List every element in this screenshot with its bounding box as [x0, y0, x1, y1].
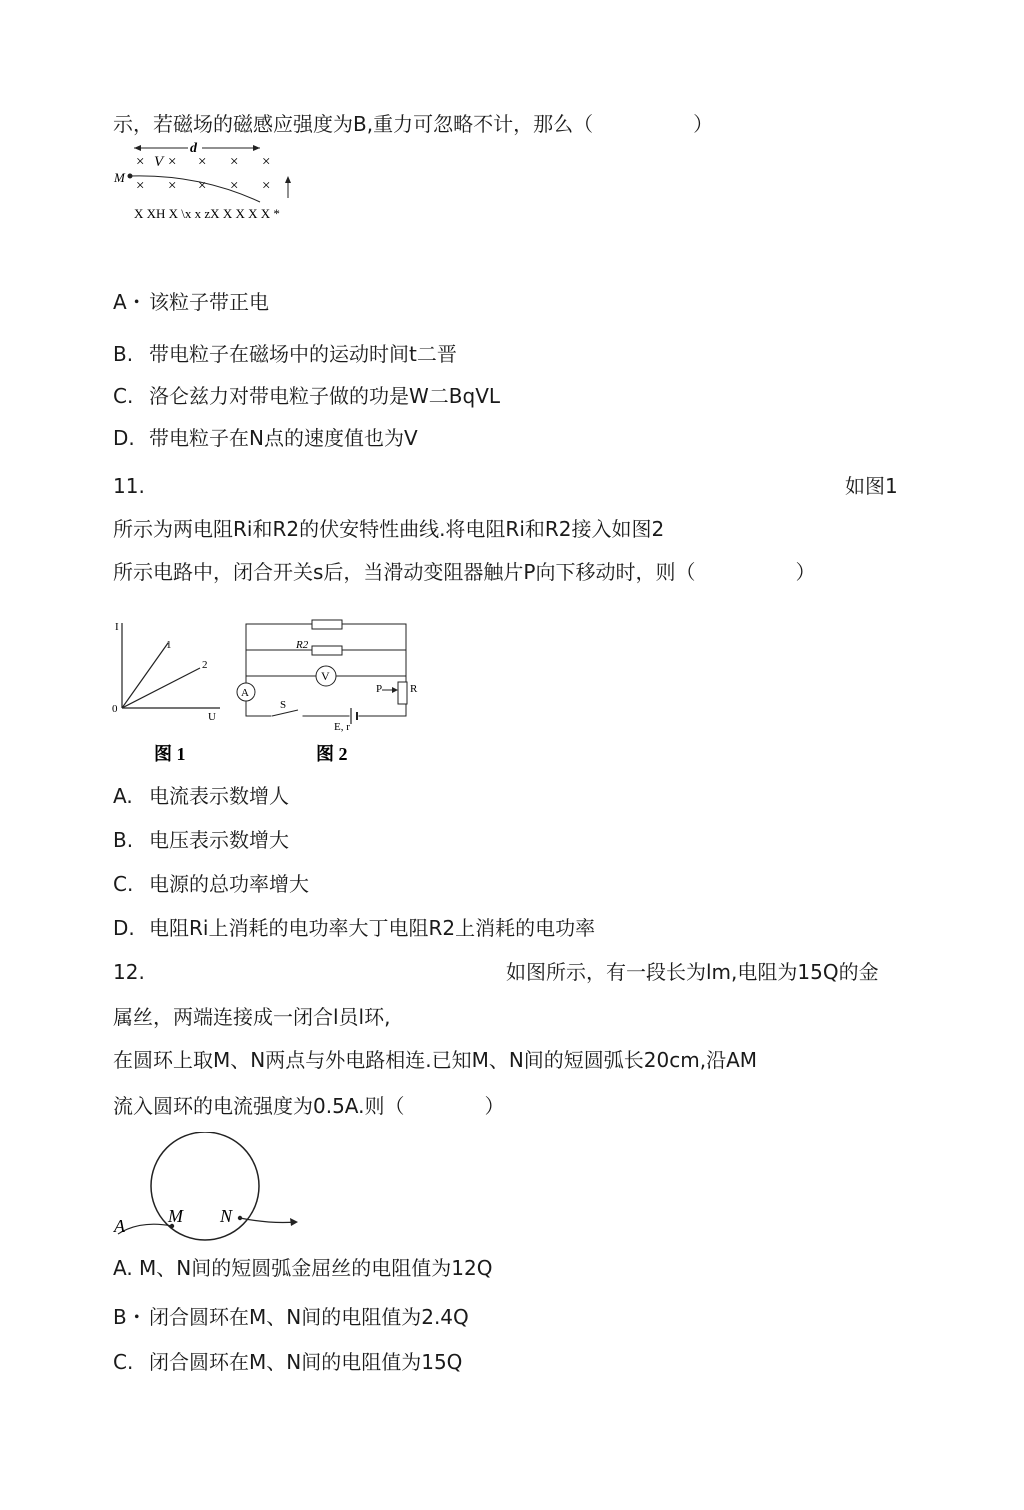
switch-label: S	[280, 699, 287, 711]
point-a-label: A	[114, 1216, 125, 1236]
curve-2-label: 2	[202, 659, 208, 671]
fig1-caption: 图 1	[154, 744, 186, 764]
field-x: ×	[230, 154, 239, 170]
rheostat-label: R	[410, 683, 418, 695]
origin-label: 0	[112, 703, 118, 715]
svg-text:×: ×	[230, 178, 239, 194]
q11-option-c: C. 电源的总功率增大	[113, 872, 309, 896]
svg-text:×: ×	[198, 178, 207, 194]
ammeter-label: A	[241, 687, 249, 699]
svg-text:×: ×	[262, 178, 271, 194]
q11-option-b: B. 电压表示数增大	[113, 828, 289, 852]
voltmeter-label: V	[321, 669, 330, 683]
field-bottom-row: X XH X \x x zX X X X X *	[134, 206, 280, 221]
q12-stem-line2: 属丝，两端连接成一闭合l员l环,	[113, 1005, 391, 1029]
q12-number: 12.	[113, 960, 145, 984]
curve-1-label: 1	[166, 639, 172, 651]
q11-stem-line3: 所示电路中，闭合开关s后，当滑动变阻器触片P向下移动时，则（ ）	[113, 560, 816, 584]
q12-option-b: B・ 闭合圆环在M、N间的电阻值为2.4Q	[113, 1305, 469, 1329]
q12-stem-right: 如图所示，有一段长为lm,电阻为15Q的金	[506, 960, 879, 984]
point-m-label: M	[168, 1206, 183, 1226]
q11-stem-line2: 所示为两电阻Ri和R2的伏安特性曲线.将电阻Ri和R2接入如图2	[113, 517, 665, 541]
q10-stem: 示，若磁场的磁感应强度为B,重力可忽略不计，那么（ ）	[113, 112, 714, 136]
q10-option-d: D. 带电粒子在N点的速度值也为V	[113, 426, 418, 450]
axis-i-label: I	[115, 621, 119, 633]
r2-label: R2	[296, 639, 309, 651]
q12-stem-line3: 在圆环上取M、N两点与外电路相连.已知M、N间的短圆弧长20cm,沿AM	[113, 1048, 758, 1072]
slider-p-label: P	[376, 683, 383, 695]
curve-1	[122, 643, 168, 708]
distance-label: d	[190, 141, 197, 156]
fig2-caption: 图 2	[316, 744, 348, 764]
field-x: ×	[136, 154, 145, 170]
q12-option-c: C. 闭合圆环在M、N间的电阻值为15Q	[113, 1350, 463, 1374]
battery-label: E, r	[334, 721, 350, 733]
q11-number: 11.	[113, 474, 145, 498]
point-n-label: N	[220, 1206, 233, 1226]
q12-stem-line4: 流入圆环的电流强度为0.5A.则（ ）	[113, 1094, 505, 1118]
svg-text:×: ×	[168, 178, 177, 194]
q11-option-d: D. 电阻Ri上消耗的电功率大丁电阻R2上消耗的电功率	[113, 916, 596, 940]
circuit-figure	[232, 618, 427, 768]
q11-stem-right: 如图1	[845, 474, 898, 498]
field-x: ×	[168, 154, 177, 170]
q10-option-c: C. 洛仑兹力对带电粒子做的功是W二BqVL	[113, 384, 501, 408]
q10-option-a: A・ 该粒子带正电	[113, 290, 269, 314]
axis-u-label: U	[208, 711, 216, 723]
q12-option-a: A. M、N间的短圆弧金屈丝的电阻值为12Q	[113, 1256, 493, 1280]
q10-option-b: B. 带电粒子在磁场中的运动时间t二晋	[113, 342, 457, 366]
curve-2	[122, 668, 200, 708]
magnetic-field-figure	[110, 140, 310, 230]
field-x: ×	[262, 154, 271, 170]
svg-text:×: ×	[136, 178, 145, 194]
ring-figure	[110, 1132, 310, 1247]
q11-option-a: A. 电流表示数增人	[113, 784, 289, 808]
iv-curve-figure	[110, 618, 230, 768]
point-m-label: M	[114, 170, 125, 185]
velocity-label: V	[154, 154, 164, 170]
field-x: ×	[198, 154, 207, 170]
